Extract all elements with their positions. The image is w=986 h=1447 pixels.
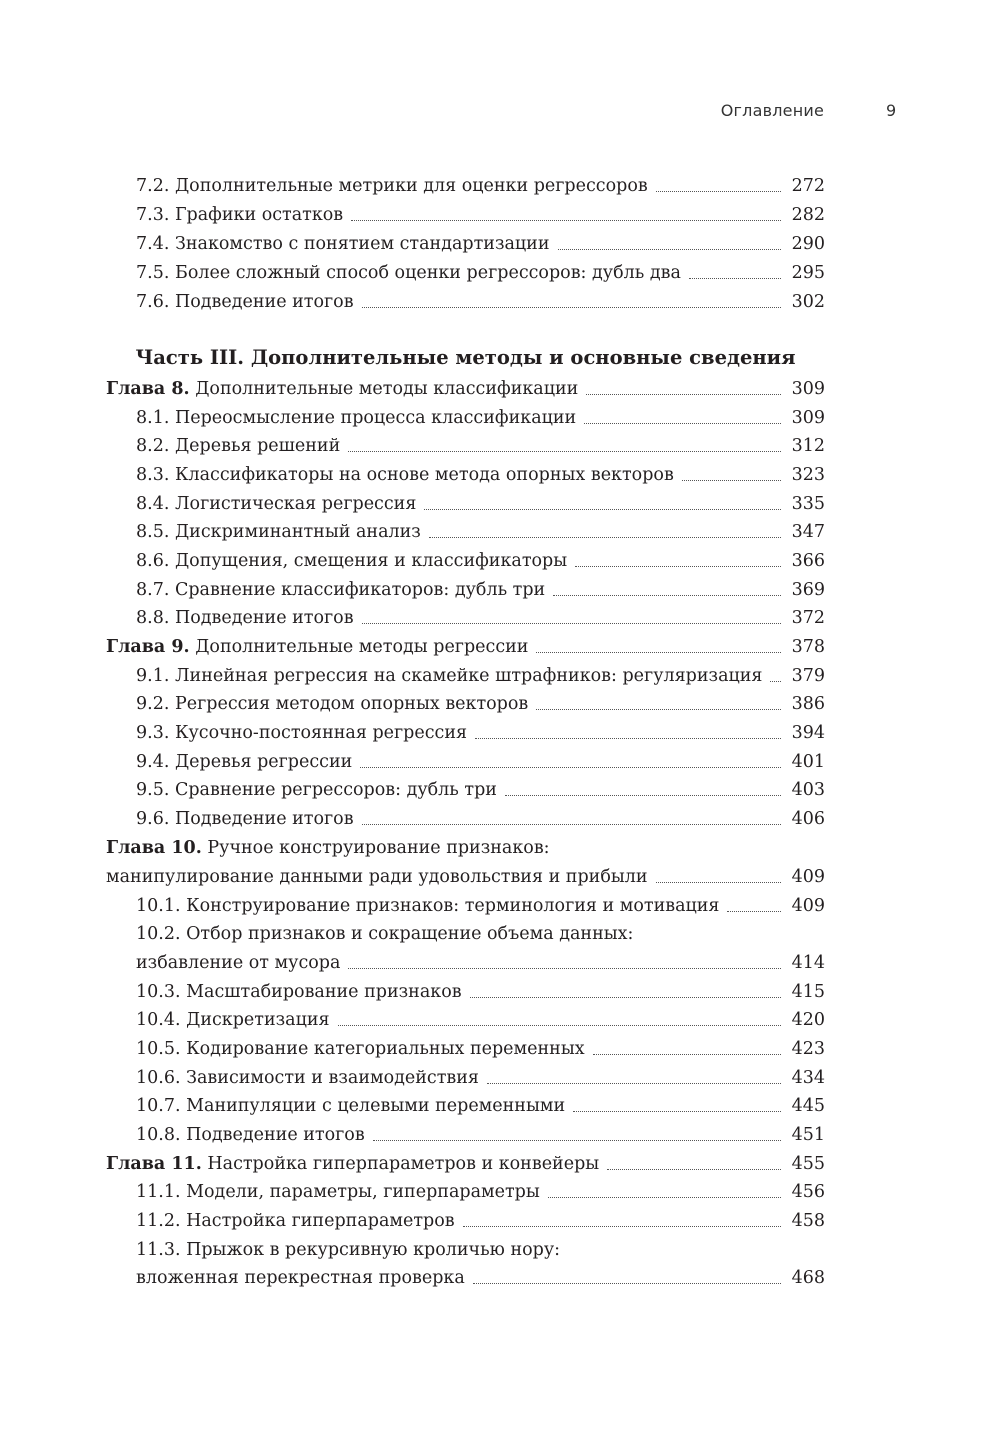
dot-leader — [584, 423, 781, 424]
part-title: Часть III. Дополнительные методы и основные сведения — [135, 346, 796, 369]
dot-leader — [463, 1226, 781, 1227]
toc-section-entry — [136, 1236, 825, 1264]
toc-page-number: 290 — [791, 234, 825, 254]
toc-section-entry — [136, 576, 825, 604]
toc-entry-title: Ручное конструирование признаков: — [201, 838, 550, 858]
toc-section-entry — [136, 892, 825, 920]
toc-section-entry — [136, 748, 825, 776]
page-number: 9 — [886, 101, 897, 120]
toc-entry-text — [136, 690, 528, 718]
toc-section-entry — [136, 490, 825, 518]
toc-entry-title: 7.3. Графики остатков — [136, 205, 344, 225]
toc-page-number: 445 — [791, 1096, 825, 1116]
toc-entry-title: 8.3. Классификаторы на основе метода опорных векторов — [136, 465, 674, 485]
dot-leader — [682, 480, 781, 481]
toc-entry-text — [136, 1092, 565, 1120]
toc-entry-title: 8.1. Переосмысление процесса классификации — [136, 408, 577, 428]
toc-page-number: 409 — [791, 867, 825, 887]
toc-entry-text — [106, 633, 528, 661]
toc-entry-title: 9.6. Подведение итогов — [136, 809, 354, 829]
dot-leader — [607, 1169, 781, 1170]
dot-leader — [558, 249, 781, 250]
toc-page-number: 379 — [791, 666, 825, 686]
dot-leader — [362, 824, 781, 825]
toc-page-number: 401 — [791, 752, 825, 772]
toc-entry-text — [106, 375, 578, 403]
toc-section-entry — [136, 201, 825, 229]
toc-page-number: 451 — [791, 1125, 825, 1145]
toc-entry-title: 10.3. Масштабирование признаков — [136, 982, 462, 1002]
toc-entry-title: 8.6. Допущения, смещения и классификаторы — [136, 551, 568, 571]
toc-entry-text — [136, 1064, 479, 1092]
toc-entry-text — [136, 776, 497, 804]
toc-entry-text — [136, 1236, 560, 1264]
toc-entry-title: избавление от мусора — [136, 953, 341, 973]
toc-entry-text — [136, 230, 550, 258]
toc-section-entry — [136, 432, 825, 460]
toc-section-entry — [136, 1092, 825, 1120]
toc-entry-text — [136, 1121, 365, 1149]
toc-entry-text — [136, 719, 467, 747]
toc-section-entry — [136, 604, 825, 632]
toc-entry-text — [136, 949, 340, 977]
dot-leader — [360, 767, 781, 768]
toc-entry-title: Настройка гиперпараметров и конвейеры — [201, 1154, 600, 1174]
toc-page-number: 455 — [791, 1154, 825, 1174]
toc-entry-text — [136, 172, 648, 200]
toc-entry-text — [136, 978, 462, 1006]
toc-section-entry — [136, 518, 825, 546]
chapter-label: Глава 9. — [106, 637, 190, 657]
toc-entry-title: 9.1. Линейная регрессия на скамейке штрафников: регуляризация — [136, 666, 763, 686]
toc-entry-text — [136, 259, 681, 287]
toc-page-number: 309 — [791, 408, 825, 428]
dot-leader — [424, 509, 781, 510]
toc-page-number: 309 — [791, 379, 825, 399]
dot-leader — [470, 997, 781, 998]
toc-entry-title: 8.4. Логистическая регрессия — [136, 494, 417, 514]
toc-page-number: 323 — [791, 465, 825, 485]
chapter-label: Глава 8. — [106, 379, 190, 399]
dot-leader — [429, 537, 781, 538]
dot-leader — [475, 738, 781, 739]
toc-page-number: 458 — [791, 1211, 825, 1231]
toc-page-number: 386 — [791, 694, 825, 714]
toc-page-number: 295 — [791, 263, 825, 283]
dot-leader — [536, 652, 781, 653]
running-head-title: Оглавление — [720, 101, 824, 120]
toc-section-entry — [136, 288, 825, 316]
toc-entry-title: 7.4. Знакомство с понятием стандартизации — [136, 234, 550, 254]
toc-entry-title: 10.2. Отбор признаков и сокращение объема данных: — [136, 924, 634, 944]
dot-leader — [553, 595, 781, 596]
toc-entry-title: 10.6. Зависимости и взаимодействия — [136, 1068, 479, 1088]
toc-page-number: 414 — [791, 953, 825, 973]
toc-section-entry — [136, 404, 825, 432]
dot-leader — [689, 278, 781, 279]
toc-entry-text — [136, 1006, 330, 1034]
toc-section-entry — [136, 1264, 825, 1292]
toc-entry-title: 8.2. Деревья решений — [136, 436, 341, 456]
dot-leader — [487, 1083, 781, 1084]
toc-entry-title: 9.5. Сравнение регрессоров: дубль три — [136, 780, 497, 800]
toc-entry-title: 11.1. Модели, параметры, гиперпараметры — [136, 1182, 540, 1202]
toc-entry-title: 10.5. Кодирование категориальных переменных — [136, 1039, 585, 1059]
toc-page-number: 335 — [791, 494, 825, 514]
toc-section-entry — [136, 920, 825, 948]
toc-entry-title: 8.8. Подведение итогов — [136, 608, 354, 628]
toc-entry-text — [136, 805, 354, 833]
toc-page-number: 409 — [791, 896, 825, 916]
toc-entry-title: 10.8. Подведение итогов — [136, 1125, 365, 1145]
toc-section-entry — [136, 259, 825, 287]
toc-entry-title: 10.7. Манипуляции с целевыми переменными — [136, 1096, 566, 1116]
toc-entry-text — [106, 1150, 599, 1178]
toc-entry-title: вложенная перекрестная проверка — [136, 1268, 465, 1288]
dot-leader — [505, 795, 781, 796]
toc-page-number: 302 — [791, 292, 825, 312]
toc-entry-text — [136, 920, 633, 948]
dot-leader — [770, 681, 781, 682]
dot-leader — [473, 1283, 781, 1284]
toc-entry-text — [136, 288, 354, 316]
dot-leader — [656, 882, 781, 883]
toc-page-number: 272 — [791, 176, 825, 196]
toc-entry-title: 9.4. Деревья регрессии — [136, 752, 353, 772]
toc-page-number: 366 — [791, 551, 825, 571]
toc-section-entry — [136, 949, 825, 977]
toc-chapter-entry — [106, 375, 825, 403]
toc-chapter-entry — [106, 834, 825, 862]
toc-entry-text — [136, 662, 762, 690]
toc-section-entry — [136, 662, 825, 690]
toc-entry-text — [136, 201, 343, 229]
toc-entry-text — [136, 1178, 540, 1206]
toc-section-entry — [136, 978, 825, 1006]
toc-page-number: 394 — [791, 723, 825, 743]
chapter-label: Глава 10. — [106, 838, 202, 858]
toc-entry-title: 11.3. Прыжок в рекурсивную кроличью нору: — [136, 1240, 561, 1260]
dot-leader — [351, 220, 781, 221]
toc-entry-title: 8.5. Дискриминантный анализ — [136, 522, 421, 542]
toc-page-number: 347 — [791, 522, 825, 542]
toc-section-entry — [136, 690, 825, 718]
dot-leader — [536, 709, 781, 710]
dot-leader — [548, 1197, 781, 1198]
toc-entry-text — [136, 461, 674, 489]
toc-section-entry — [136, 172, 825, 200]
toc-section-entry — [136, 1207, 825, 1235]
toc-page-number: 415 — [791, 982, 825, 1002]
toc-chapter-entry — [106, 1150, 825, 1178]
dot-leader — [573, 1111, 781, 1112]
toc-page-number: 468 — [791, 1268, 825, 1288]
toc-entry-text — [136, 432, 340, 460]
toc-section-entry — [136, 805, 825, 833]
toc-page-number: 434 — [791, 1068, 825, 1088]
toc-section-entry — [136, 1035, 825, 1063]
toc-entry-text — [136, 576, 545, 604]
toc-entry-title: 11.2. Настройка гиперпараметров — [136, 1211, 455, 1231]
toc-entry-text — [136, 892, 719, 920]
toc-entry-title: 7.6. Подведение итогов — [136, 292, 354, 312]
toc-section-entry — [136, 1121, 825, 1149]
toc-entry-text — [136, 1264, 465, 1292]
toc-page-number: 423 — [791, 1039, 825, 1059]
toc-chapter-entry — [106, 863, 825, 891]
dot-leader — [727, 911, 781, 912]
dot-leader — [348, 451, 781, 452]
chapter-label: Глава 11. — [106, 1154, 202, 1174]
toc-section-entry — [136, 776, 825, 804]
dot-leader — [593, 1054, 781, 1055]
toc-entry-title: 7.5. Более сложный способ оценки регрессоров: дубль два — [136, 263, 681, 283]
toc-section-entry — [136, 461, 825, 489]
dot-leader — [348, 968, 781, 969]
toc-entry-text — [106, 834, 550, 862]
toc-entry-text — [136, 490, 416, 518]
toc-page-number: 372 — [791, 608, 825, 628]
toc-entry-title: 10.4. Дискретизация — [136, 1010, 330, 1030]
toc-entry-title: 10.1. Конструирование признаков: терминология и мотивация — [136, 896, 720, 916]
dot-leader — [656, 191, 781, 192]
dot-leader — [338, 1025, 781, 1026]
toc-section-entry — [136, 1006, 825, 1034]
dot-leader — [362, 623, 781, 624]
toc-entry-text — [136, 547, 567, 575]
toc-entry-text — [136, 518, 421, 546]
dot-leader — [586, 394, 781, 395]
toc-entry-title: Дополнительные методы классификации — [189, 379, 579, 399]
toc-section-entry — [136, 230, 825, 258]
toc-page-number: 378 — [791, 637, 825, 657]
toc-section-entry — [136, 1178, 825, 1206]
toc-entry-text — [106, 863, 648, 891]
toc-section-entry — [136, 547, 825, 575]
toc-entry-title: 8.7. Сравнение классификаторов: дубль три — [136, 580, 546, 600]
toc-page-number: 456 — [791, 1182, 825, 1202]
toc-entry-title: манипулирование данными ради удовольствия и прибыли — [106, 867, 648, 887]
toc-entry-text — [136, 604, 354, 632]
toc-entry-title: Дополнительные методы регрессии — [189, 637, 529, 657]
dot-leader — [362, 307, 781, 308]
toc-chapter-entry — [106, 633, 825, 661]
toc-entry-text — [136, 1207, 455, 1235]
toc-section-entry — [136, 1064, 825, 1092]
toc-page-number: 403 — [791, 780, 825, 800]
toc-entry-title: 9.3. Кусочно-постоянная регрессия — [136, 723, 468, 743]
toc-page-number: 312 — [791, 436, 825, 456]
toc-entry-text — [136, 1035, 585, 1063]
toc-entry-title: 7.2. Дополнительные метрики для оценки регрессоров — [136, 176, 648, 196]
toc-entry-title: 9.2. Регрессия методом опорных векторов — [136, 694, 529, 714]
dot-leader — [373, 1140, 781, 1141]
dot-leader — [575, 566, 781, 567]
toc-entry-text — [136, 404, 576, 432]
toc-page-number: 406 — [791, 809, 825, 829]
toc-entry-text — [136, 748, 352, 776]
toc-page-number: 420 — [791, 1010, 825, 1030]
toc-section-entry — [136, 719, 825, 747]
toc-page-number: 282 — [791, 205, 825, 225]
running-head — [0, 101, 986, 125]
toc-page-number: 369 — [791, 580, 825, 600]
